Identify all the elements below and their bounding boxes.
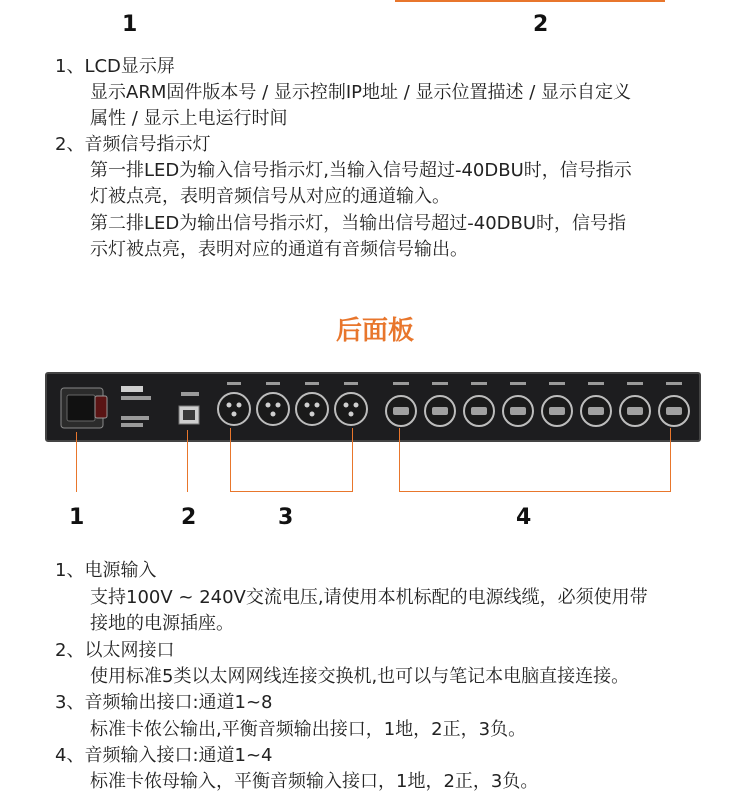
rear-item-2-line-1: 使用标准5类以太网网线连接交换机,也可以与笔记本电脑直接连接。 (90, 666, 630, 687)
rear-item-3-title: 3、音频输出接口:通道1~8 (55, 692, 273, 713)
rear-callout-4: 4 (516, 505, 532, 530)
rear-item-4-title: 4、音频输入接口:通道1~4 (55, 745, 273, 766)
rear-callout-3: 3 (278, 505, 294, 530)
front-callout-2: 2 (533, 12, 549, 37)
callout-bracket-3 (230, 428, 353, 492)
top-orange-divider (395, 0, 665, 2)
rear-item-1-title: 1、电源输入 (55, 560, 157, 581)
rear-item-1-line-2: 接地的电源插座。 (90, 613, 234, 634)
rear-item-4-line-1: 标准卡侬母输入，平衡音频输入接口，1地，2正，3负。 (90, 771, 539, 792)
front-item-1-line-2: 属性 / 显示上电运行时间 (90, 108, 288, 129)
front-item-2-line-4: 示灯被点亮，表明对应的通道有音频信号输出。 (90, 239, 468, 260)
callout-line-2 (187, 430, 188, 492)
front-callout-1: 1 (122, 12, 138, 37)
callout-bracket-4 (399, 428, 671, 492)
power-switch-icon (95, 396, 107, 418)
rear-panel-title: 后面板 (335, 316, 414, 346)
rear-item-3-line-1: 标准卡侬公输出,平衡音频输出接口，1地，2正，3负。 (90, 719, 527, 740)
front-item-1-title: 1、LCD显示屏 (55, 56, 175, 77)
front-item-2-line-2: 灯被点亮，表明音频信号从对应的通道输入。 (90, 186, 450, 207)
rear-callout-1: 1 (69, 505, 85, 530)
xlr-inputs (218, 393, 367, 425)
rear-callout-2: 2 (181, 505, 197, 530)
front-item-2-title: 2、音频信号指示灯 (55, 134, 211, 155)
rear-item-1-line-1: 支持100V ~ 240V交流电压,请使用本机标配的电源线缆，必须使用带 (90, 587, 648, 608)
front-item-2-line-3: 第二排LED为输出信号指示灯，当输出信号超过-40DBU时，信号指 (90, 213, 627, 234)
front-item-2-line-1: 第一排LED为输入信号指示灯,当输入信号超过-40DBU时，信号指示 (90, 160, 632, 181)
callout-line-1 (76, 432, 77, 492)
front-item-1-line-1: 显示ARM固件版本号 / 显示控制IP地址 / 显示位置描述 / 显示自定义 (90, 82, 632, 103)
xlr-outputs (386, 396, 689, 426)
rear-item-2-title: 2、以太网接口 (55, 640, 175, 661)
